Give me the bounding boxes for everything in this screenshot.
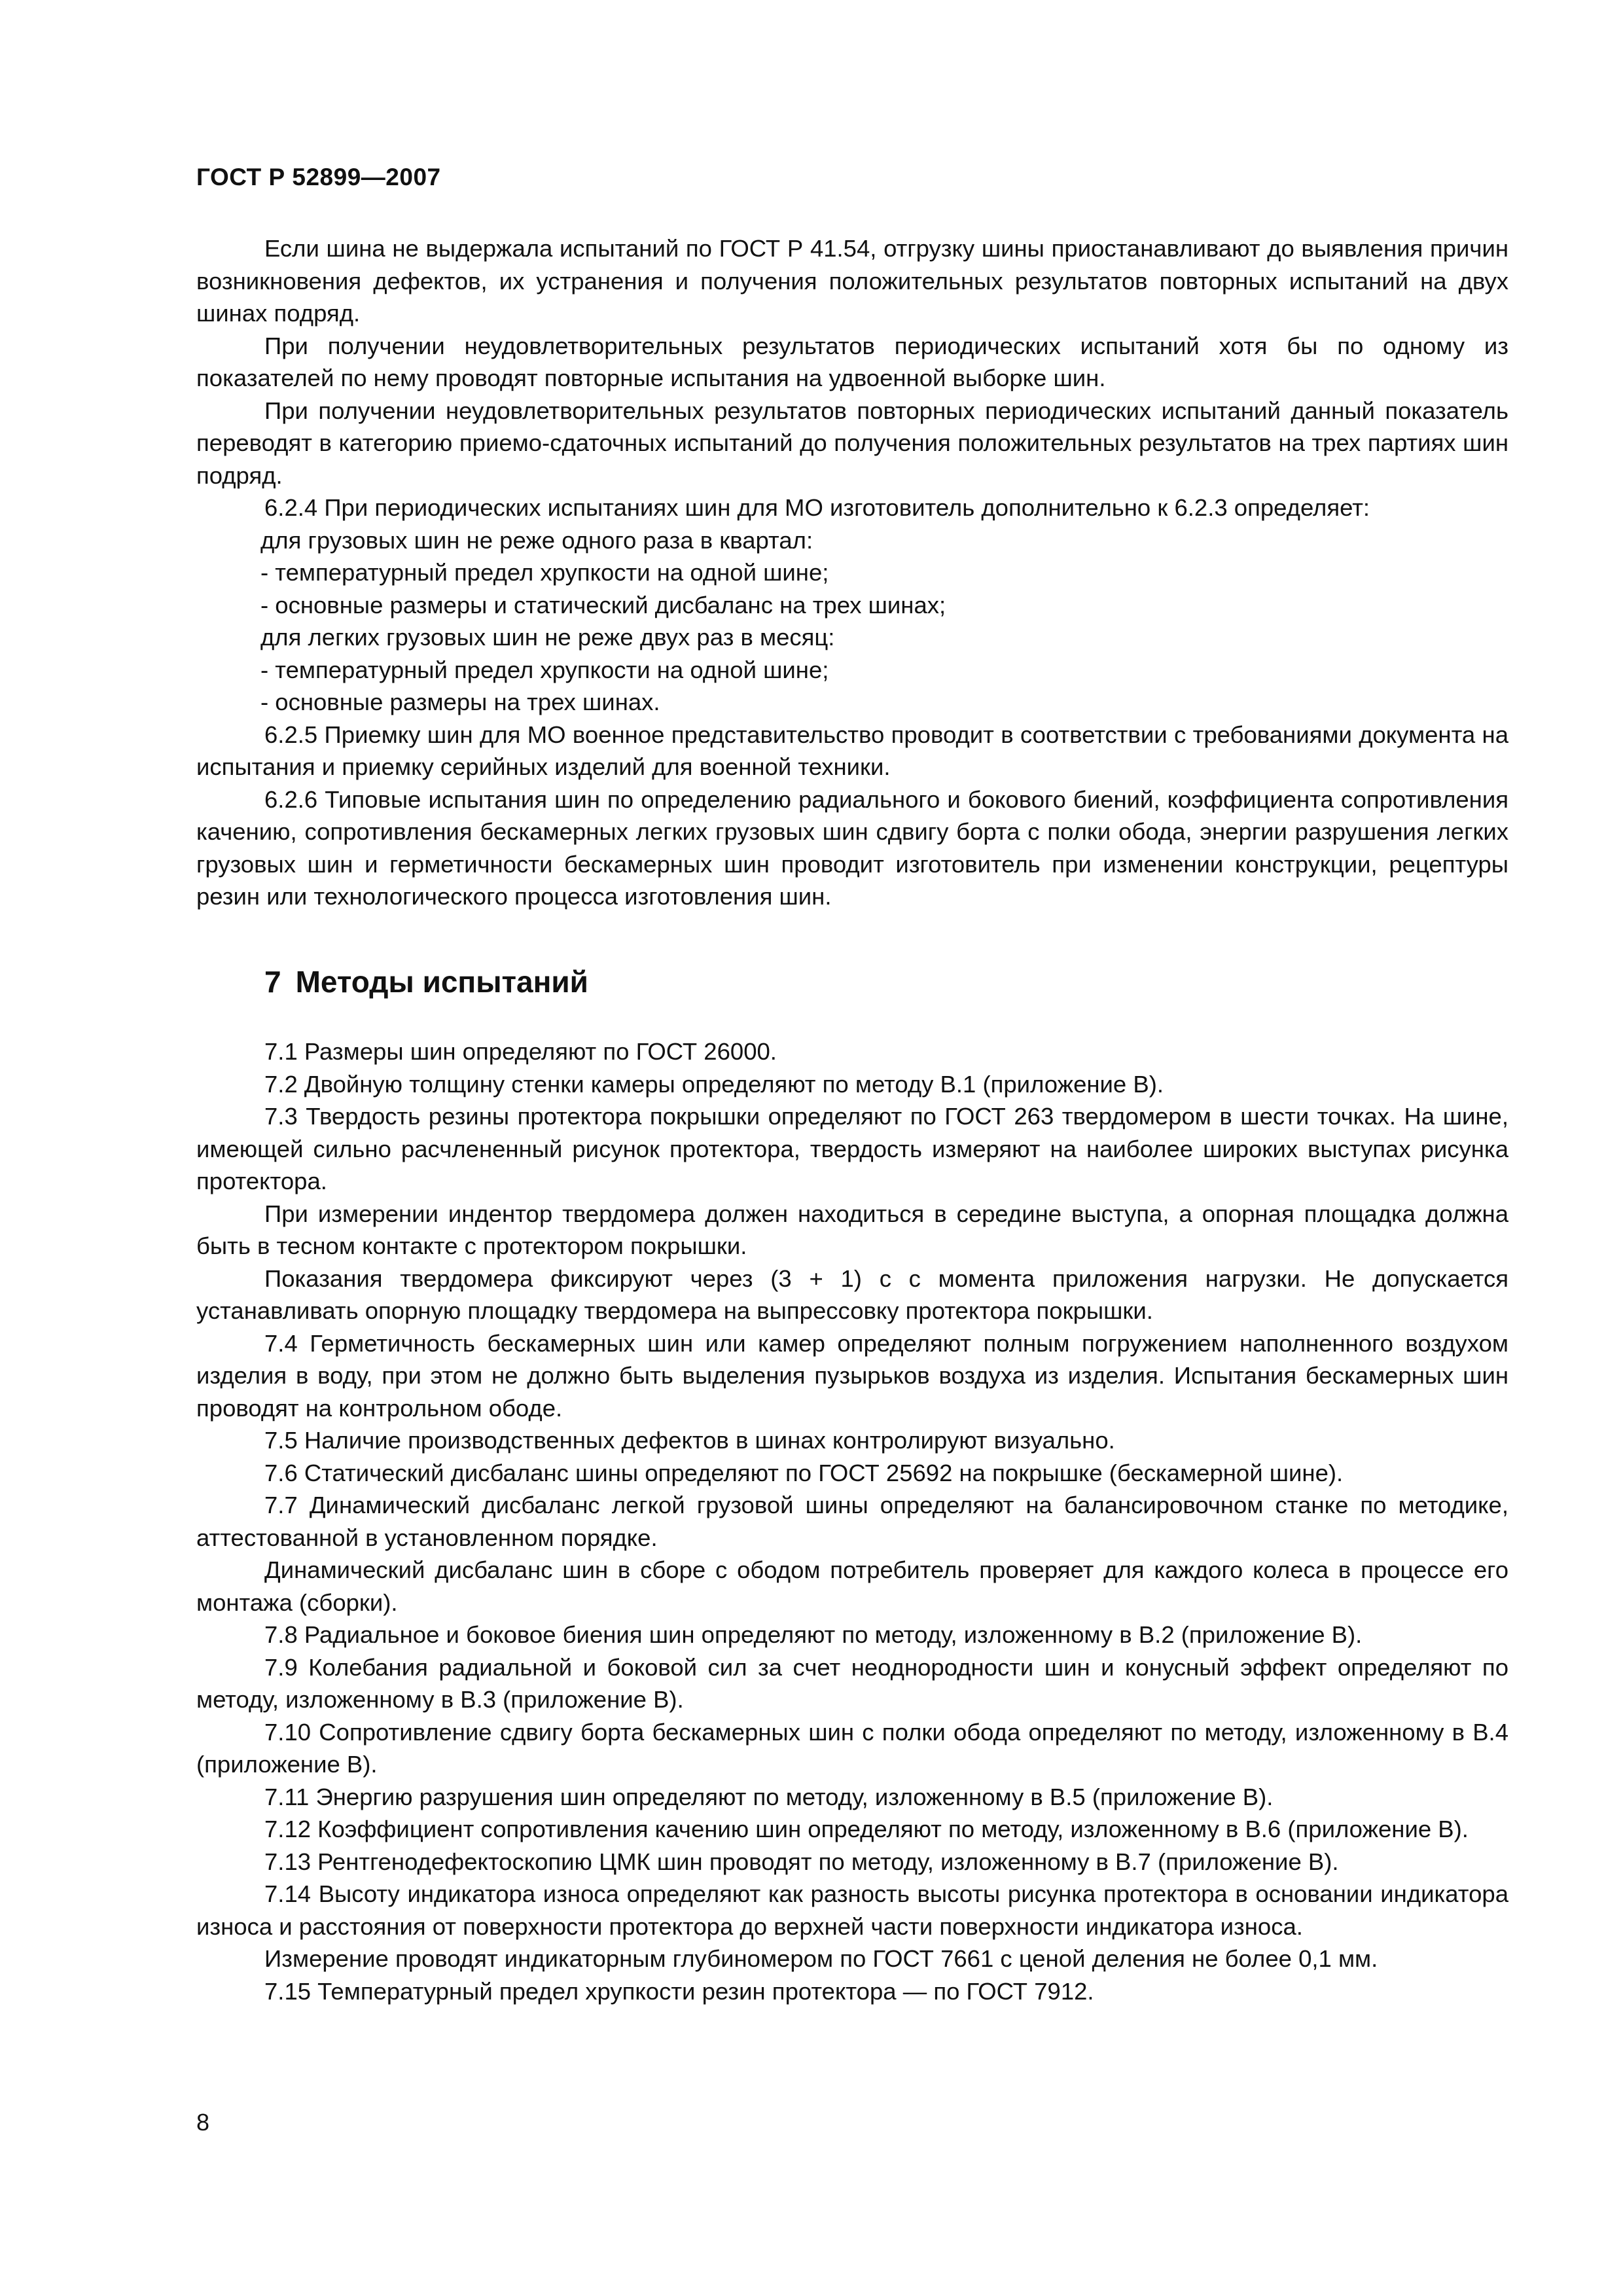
list-line: - температурный предел хрупкости на одной шине;	[260, 559, 829, 586]
paragraph: Измерение проводят индикаторным глубиномером по ГОСТ 7661 с ценой деления не более 0,1 мм.	[264, 1945, 1378, 1972]
clause-7-3: 7.3 Твердость резины протектора покрышки определяют по ГОСТ 263 твердомером в шести точках. На шине, имеющей сильно расчлененный рисунок протектора, твердость измеряют на наиболее широких выступах рисунка протектора.	[196, 1103, 1508, 1194]
clause-7-13: 7.13 Рентгенодефектоскопию ЦМК шин проводят по методу, изложенному в В.7 (приложение В).	[264, 1848, 1339, 1875]
clause-7-9: 7.9 Колебания радиальной и боковой сил за счет неоднородности шин и конусный эффект определяют по методу, изложенному в В.3 (приложение В).	[196, 1653, 1508, 1713]
paragraph: Показания твердомера фиксируют через (3 + 1) с с момента приложения нагрузки. Не допускается устанавливать опорную площадку твердомера на выпрессовку протектора покрышки.	[196, 1265, 1508, 1324]
clause-6-2-6: 6.2.6 Типовые испытания шин по определению радиального и бокового биений, коэффициента сопротивления качению, сопротивления бескамерных легких грузовых шин сдвигу борта с полки обода, энергии разрушения легких грузовых шин и герметичности бескамерных шин проводит изготовитель при изменении конструкции, рецептуры резин или технологического процесса изготовления шин.	[196, 785, 1508, 910]
list-line: для грузовых шин не реже одного раза в квартал:	[260, 526, 813, 554]
list-line: - температурный предел хрупкости на одной шине;	[260, 656, 829, 683]
page-number: 8	[196, 2109, 210, 2136]
document-header: ГОСТ Р 52899—2007	[196, 164, 441, 190]
clause-6-2-5: 6.2.5 Приемку шин для МО военное представительство проводит в соответствии с требованиями документа на испытания и приемку серийных изделий для военной техники.	[196, 721, 1508, 780]
list-line: для легких грузовых шин не реже двух раз в месяц:	[260, 624, 835, 651]
section-6-continuation	[196, 232, 1508, 913]
clause-7-5: 7.5 Наличие производственных дефектов в шинах контролируют визуально.	[264, 1427, 1115, 1454]
paragraph: При измерении индентор твердомера должен находиться в середине выступа, а опорная площадка должна быть в тесном контакте с протектором покрышки.	[196, 1200, 1508, 1259]
section-number: 7	[264, 965, 281, 999]
clause-7-6: 7.6 Статический дисбаланс шины определяют по ГОСТ 25692 на покрышке (бескамерной шине).	[264, 1459, 1344, 1486]
clause-7-7: 7.7 Динамический дисбаланс легкой грузовой шины определяют на балансировочном станке по методике, аттестованной в установленном порядке.	[196, 1492, 1508, 1551]
paragraph: При получении неудовлетворительных результатов повторных периодических испытаний данный показатель переводят в категорию приемо-сдаточных испытаний до получения положительных результатов на трех партиях шин подряд.	[196, 397, 1508, 489]
section-7	[196, 962, 1508, 2007]
paragraph: При получении неудовлетворительных результатов периодических испытаний хотя бы по одному из показателей по нему проводят повторные испытания на удвоенной выборке шин.	[196, 332, 1508, 391]
clause-7-1: 7.1 Размеры шин определяют по ГОСТ 26000.	[264, 1038, 777, 1065]
clause-7-8: 7.8 Радиальное и боковое биения шин определяют по методу, изложенному в В.2 (приложение В).	[264, 1621, 1363, 1648]
clause-7-15: 7.15 Температурный предел хрупкости резин протектора — по ГОСТ 7912.	[264, 1977, 1094, 2005]
paragraph: Если шина не выдержала испытаний по ГОСТ Р 41.54, отгрузку шины приостанавливают до выявления причин возникновения дефектов, их устранения и получения положительных результатов повторных испытаний на двух шинах подряд.	[196, 235, 1508, 327]
clause-7-12: 7.12 Коэффициент сопротивления качению шин определяют по методу, изложенному в В.6 (приложение В).	[264, 1816, 1469, 1842]
clause-7-14: 7.14 Высоту индикатора износа определяют как разность высоты рисунка протектора в основании индикатора износа и расстояния от поверхности протектора до верхней части поверхности индикатора износа.	[196, 1880, 1508, 1940]
list-line: - основные размеры на трех шинах.	[260, 689, 660, 715]
clause-7-11: 7.11 Энергию разрушения шин определяют по методу, изложенному в В.5 (приложение В).	[264, 1783, 1274, 1810]
section-7-body	[196, 1035, 1508, 2007]
section-title: Методы испытаний	[295, 965, 588, 999]
clause-6-2-4: 6.2.4 При периодических испытаниях шин для МО изготовитель дополнительно к 6.2.3 определяет:	[264, 494, 1370, 521]
clause-7-4: 7.4 Герметичность бескамерных шин или камер определяют полным погружением наполненного воздухом изделия в воду, при этом не должно быть выделения пузырьков воздуха из изделия. Испытания бескамерных шин проводят на контрольном ободе.	[196, 1329, 1508, 1422]
list-line: - основные размеры и статический дисбаланс на трех шинах;	[260, 591, 946, 619]
section-heading	[264, 962, 1508, 1001]
clause-7-10: 7.10 Сопротивление сдвигу борта бескамерных шин с полки обода определяют по методу, изложенному в В.4 (приложение В).	[196, 1718, 1508, 1778]
clause-7-2: 7.2 Двойную толщину стенки камеры определяют по методу В.1 (приложение В).	[264, 1070, 1164, 1098]
paragraph: Динамический дисбаланс шин в сборе с ободом потребитель проверяет для каждого колеса в процессе его монтажа (сборки).	[196, 1556, 1508, 1616]
